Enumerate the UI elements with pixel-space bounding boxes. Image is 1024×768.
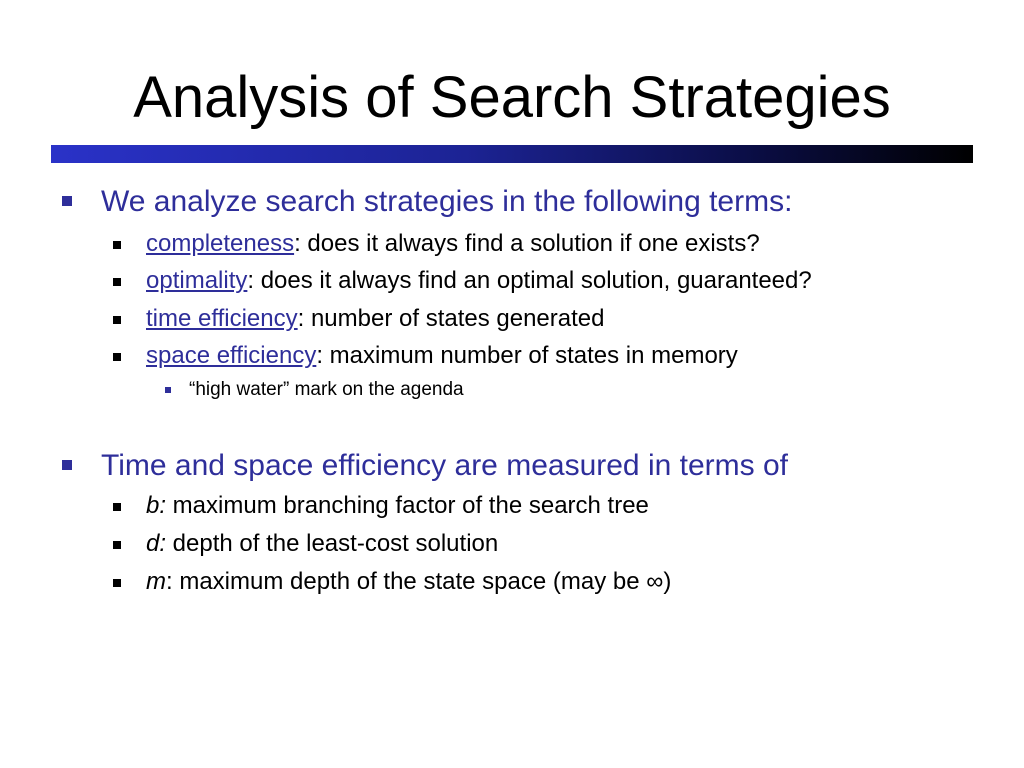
bullet-level1-analyze (62, 182, 962, 222)
variable-m: m (146, 568, 166, 595)
bullet-text: Time and space efficiency are measured in terms of (101, 449, 788, 482)
bullet-text: We analyze search strategies in the following terms: (101, 185, 793, 218)
bullet-level2-d (113, 528, 993, 560)
square-bullet-icon (165, 387, 171, 393)
term-link-space-efficiency[interactable]: space efficiency (146, 342, 317, 369)
square-bullet-icon (113, 353, 121, 361)
variable-b: b: (146, 492, 167, 519)
bullet-level2-completeness (113, 228, 993, 260)
square-bullet-icon (62, 460, 72, 470)
bullet-level2-space-efficiency (113, 340, 993, 372)
term-link-completeness[interactable]: completeness (146, 230, 295, 257)
variable-description: maximum branching factor of the search tree (166, 492, 649, 519)
square-bullet-icon (113, 278, 121, 286)
term-link-optimality[interactable]: optimality (146, 267, 248, 294)
variable-d: d: (146, 530, 167, 557)
bullet-text: “high water” mark on the agenda (189, 379, 464, 400)
square-bullet-icon (113, 241, 121, 249)
variable-description: depth of the least-cost solution (166, 530, 499, 557)
term-description: : does it always find an optimal solution, guaranteed? (247, 267, 812, 294)
term-link-time-efficiency[interactable]: time efficiency (146, 305, 298, 332)
bullet-level2-time-efficiency (113, 303, 993, 335)
square-bullet-icon (62, 196, 72, 206)
term-description: : maximum number of states in memory (316, 342, 738, 369)
square-bullet-icon (113, 503, 121, 511)
term-description: : number of states generated (297, 305, 605, 332)
bullet-level2-b (113, 490, 993, 522)
slide-title: Analysis of Search Strategies (133, 65, 891, 130)
term-description: : does it always find a solution if one exists? (294, 230, 760, 257)
square-bullet-icon (113, 579, 121, 587)
square-bullet-icon (113, 541, 121, 549)
square-bullet-icon (113, 316, 121, 324)
bullet-level1-measured (62, 446, 962, 486)
variable-description: : maximum depth of the state space (may be ∞) (166, 568, 672, 595)
bullet-level2-m (113, 566, 993, 598)
title-underline-bar (51, 145, 973, 163)
bullet-level2-optimality (113, 265, 993, 297)
bullet-level3-high-water (165, 377, 965, 403)
